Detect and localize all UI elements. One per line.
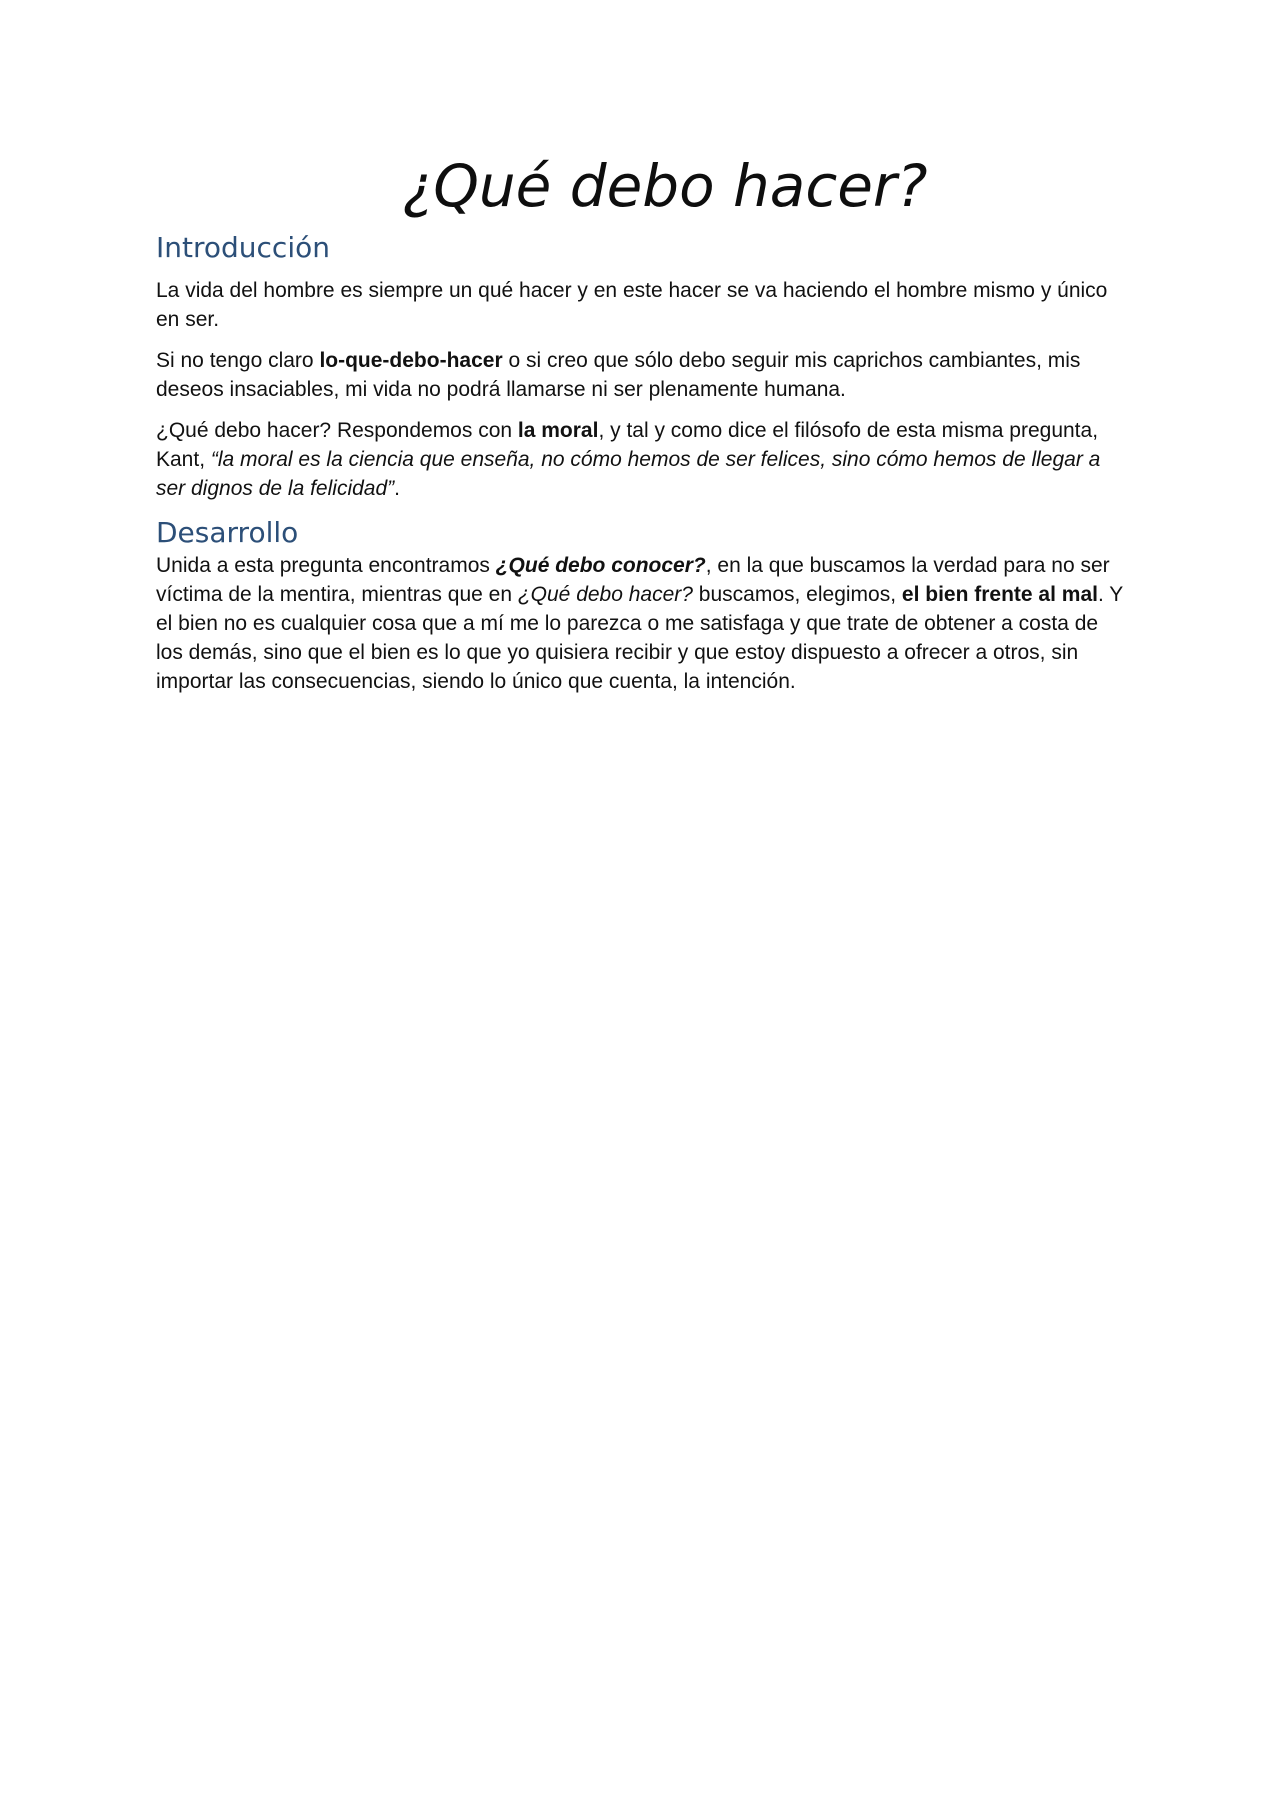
bold-italic-question: [496, 554, 706, 577]
text-run: . Y el bien no es cualquier cosa que a mí me lo parezca o me satisfaga y que trate de obtener a costa de los demás, sino que el bien es lo que yo quisiera recibir y que estoy dispuesto a ofrecer a otros, sin importar las consecuencias, siendo lo único que cuenta, la intención.: [156, 583, 1123, 693]
text-run: , y tal y como dice el filósofo de esta misma pregunta, Kant,: [156, 419, 1099, 471]
section-heading-desarrollo: Desarrollo: [156, 516, 299, 549]
text-run: ¿Qué debo hacer? Respondemos con: [156, 419, 518, 442]
bold-text-el-bien-frente-al-mal: el bien frente al mal: [901, 583, 1098, 606]
text-run: .: [394, 477, 400, 500]
kant-quote: “la moral es la ciencia que enseña, no cómo hemos de ser felices, sino cómo hemos de llegar a ser dignos de la felicidad”: [156, 448, 1101, 500]
bold-text-la-moral: la moral: [517, 419, 599, 442]
bold-italic-question-text: ¿Qué debo conocer?: [495, 554, 706, 577]
text-run: Unida a esta pregunta encontramos: [156, 554, 496, 577]
italic-question: ¿Qué debo hacer?: [517, 583, 693, 606]
intro-paragraph-3: [156, 416, 1124, 503]
development-paragraph-1: [156, 551, 1124, 696]
text-run: Si no tengo claro: [156, 349, 320, 372]
text-run: , en la que buscamos la verdad para no ser víctima de la mentira, mientras que en: [156, 554, 1110, 606]
section-heading-introduccion: Introducción: [156, 231, 330, 264]
text-run: buscamos, elegimos,: [692, 583, 902, 606]
document-body: [156, 150, 1124, 696]
intro-paragraph-1: La vida del hombre es siempre un qué hacer y en este hacer se va haciendo el hombre mismo y único en ser.: [156, 279, 1108, 331]
document-title: ¿Qué debo hacer?: [402, 152, 928, 220]
bold-text-lo-que-debo-hacer: lo-que-debo-hacer: [319, 349, 503, 372]
text-run: o si creo que sólo debo seguir mis caprichos cambiantes, mis deseos insaciables, mi vida no podrá llamarse ni ser plenamente humana.: [156, 349, 1081, 401]
intro-paragraph-2: [156, 346, 1124, 404]
